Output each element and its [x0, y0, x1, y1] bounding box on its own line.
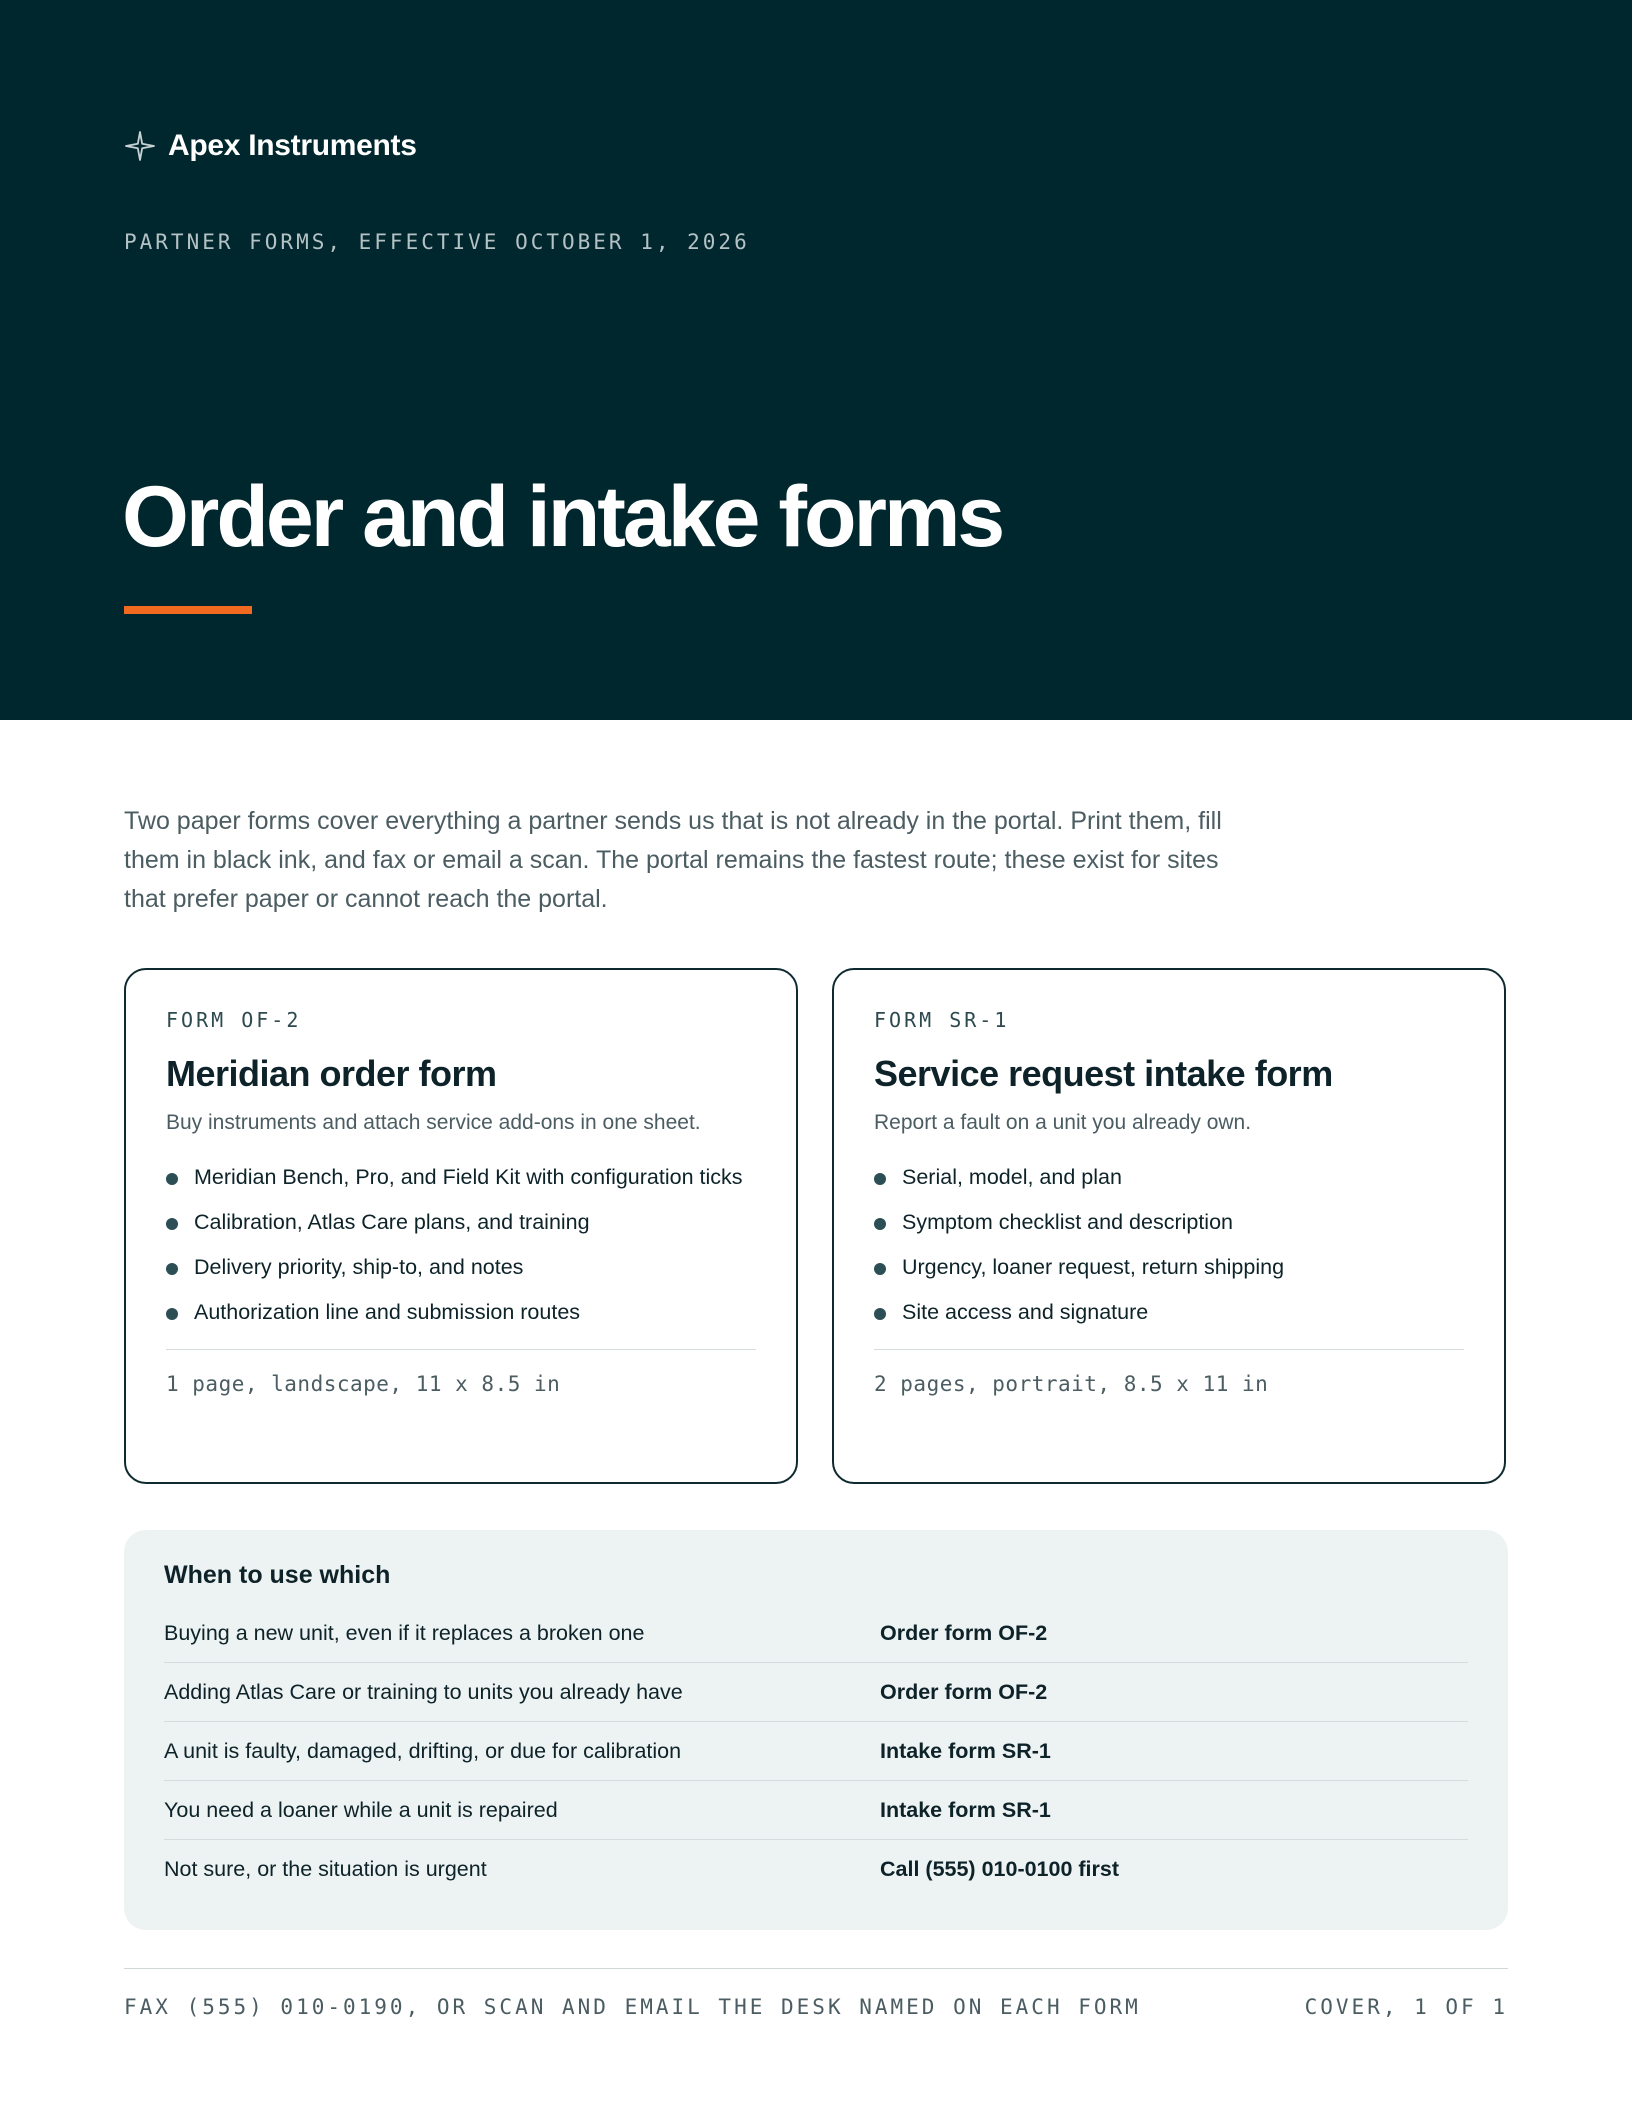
four-point-star-icon: [124, 130, 156, 162]
list-item: Site access and signature: [874, 1295, 1464, 1329]
form-cell: Order form OF-2: [880, 1679, 1048, 1704]
situation-cell: Not sure, or the situation is urgent: [164, 1856, 487, 1881]
form-cell: Order form OF-2: [880, 1620, 1048, 1645]
situation-cell: A unit is faulty, damaged, drifting, or due for calibration: [164, 1738, 682, 1763]
list-item: Serial, model, and plan: [874, 1160, 1464, 1194]
divider: [874, 1349, 1464, 1350]
form-cell: Intake form SR-1: [880, 1797, 1051, 1822]
form-format-meta: 2 pages, portrait, 8.5 x 11 in: [874, 1372, 1269, 1396]
footer-divider: [124, 1968, 1508, 1969]
list-item: Urgency, loaner request, return shipping: [874, 1250, 1464, 1284]
guide-title: When to use which: [164, 1561, 391, 1589]
brand-name: Apex Instruments: [168, 129, 417, 162]
usage-guide-table: [164, 1604, 1468, 1898]
table-row: [164, 1781, 1468, 1840]
list-item: Authorization line and submission routes: [166, 1295, 756, 1329]
table-row: [164, 1663, 1468, 1722]
cover-header: [0, 0, 1632, 720]
page-title: Order and intake forms: [122, 469, 1003, 565]
form-contents-list: [166, 1160, 756, 1329]
form-contents-list: [874, 1160, 1464, 1329]
table-row: [164, 1722, 1468, 1781]
form-code: FORM SR-1: [874, 1008, 1010, 1032]
form-title: Service request intake form: [874, 1053, 1333, 1094]
brand: [124, 126, 417, 166]
list-item: Calibration, Atlas Care plans, and training: [166, 1205, 756, 1239]
title-accent-bar: [124, 606, 252, 614]
footer-submission-note: FAX (555) 010-0190, OR SCAN AND EMAIL THE DESK NAMED ON EACH FORM: [124, 1995, 1141, 2019]
footer-page-indicator: COVER, 1 OF 1: [1304, 1995, 1508, 2019]
situation-cell: Adding Atlas Care or training to units you already have: [164, 1679, 683, 1704]
table-row: [164, 1840, 1468, 1898]
form-card-service: [832, 968, 1506, 1484]
list-item: Meridian Bench, Pro, and Field Kit with configuration ticks: [166, 1160, 756, 1194]
form-cell: Call (555) 010-0100 first: [880, 1856, 1120, 1881]
form-subtitle: Report a fault on a unit you already own.: [874, 1111, 1252, 1134]
divider: [166, 1349, 756, 1350]
form-cell: Intake form SR-1: [880, 1738, 1051, 1763]
form-subtitle: Buy instruments and attach service add-ons in one sheet.: [166, 1111, 701, 1134]
form-format-meta: 1 page, landscape, 11 x 8.5 in: [166, 1372, 561, 1396]
list-item: Symptom checklist and description: [874, 1205, 1464, 1239]
table-row: [164, 1604, 1468, 1663]
intro-paragraph: Two paper forms cover everything a partner sends us that is not already in the portal. Print them, fill them in black ink, and fax or email a scan. The portal remains the fastest route; these exist for sites that prefer paper or cannot reach the portal.: [124, 807, 1222, 913]
situation-cell: You need a loaner while a unit is repaired: [164, 1797, 558, 1822]
usage-guide-panel: [124, 1530, 1508, 1930]
form-title: Meridian order form: [166, 1053, 497, 1094]
situation-cell: Buying a new unit, even if it replaces a broken one: [164, 1620, 645, 1645]
form-code: FORM OF-2: [166, 1008, 302, 1032]
list-item: Delivery priority, ship-to, and notes: [166, 1250, 756, 1284]
eyebrow-effective-date: PARTNER FORMS, EFFECTIVE OCTOBER 1, 2026: [124, 230, 750, 254]
form-card-order: [124, 968, 798, 1484]
